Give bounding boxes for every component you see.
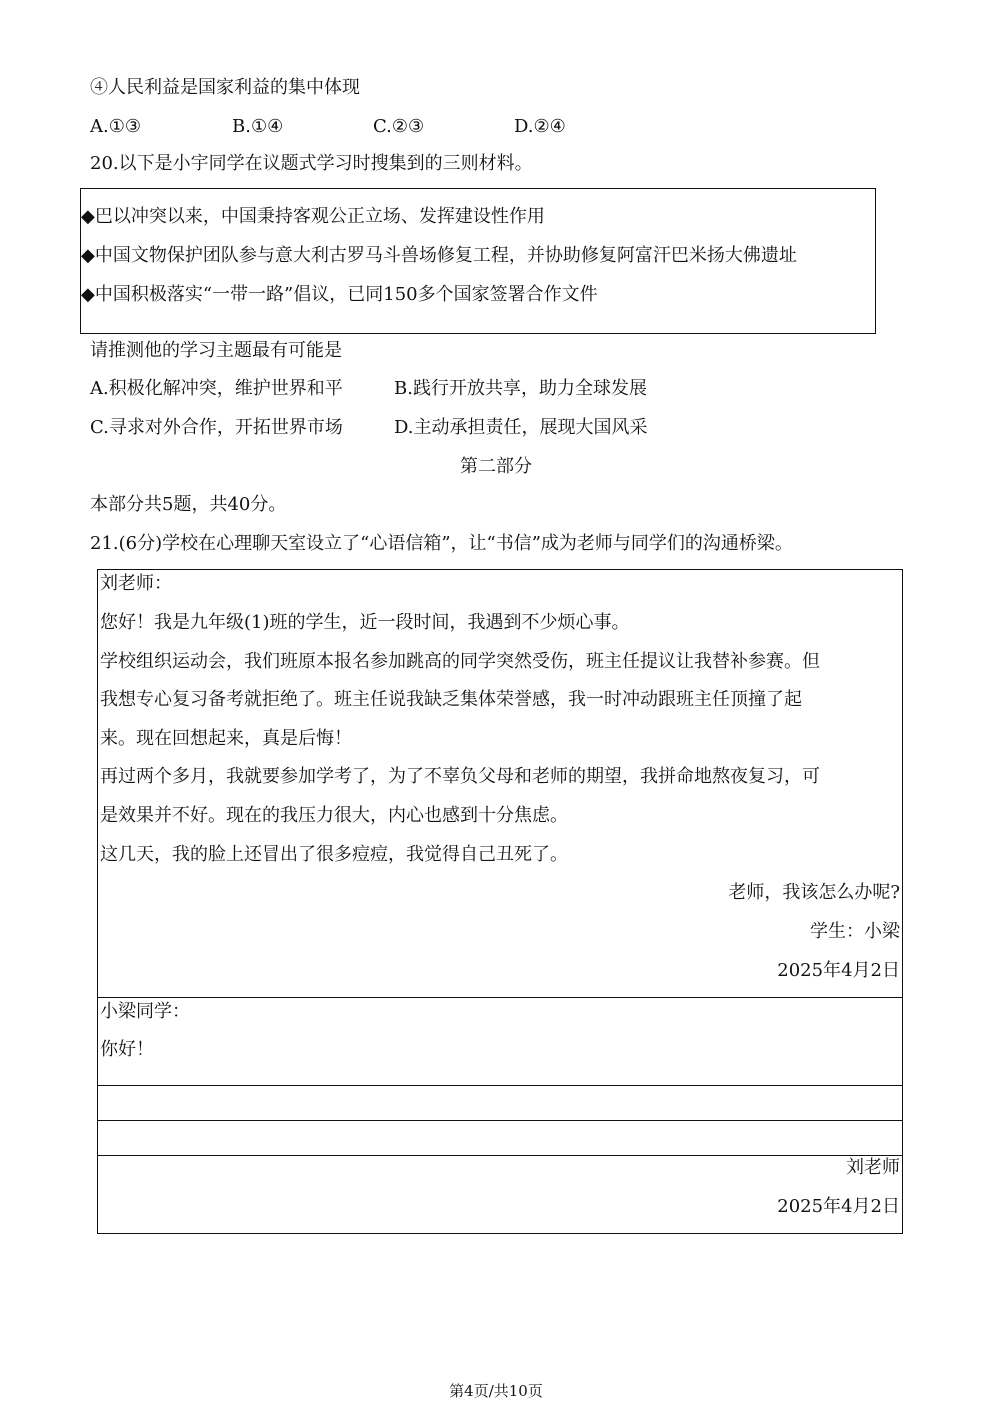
q19-answer-d: D.②④ [514,116,566,137]
q20-material-2: ◆中国文物保护团队参与意大利古罗马斗兽场修复工程，并协助修复阿富汗巴米扬大佛遗址 [81,245,797,266]
letter-greeting: 刘老师： [100,573,172,594]
q19-answer-c: C.②③ [373,116,425,137]
reply-hello: 你好！ [100,1039,154,1060]
q19-option-4: ④人民利益是国家利益的集中体现 [90,77,360,98]
q21-stem: 21.(6分)学校在心理聊天室设立了“心语信箱”，让“书信”成为老师与同学们的沟通桥梁。 [90,533,793,554]
letter-line-6: 是效果并不好。现在的我压力很大，内心也感到十分焦虑。 [100,805,568,826]
q20-material-box [80,188,876,334]
part2-intro: 本部分共5题，共40分。 [90,494,287,515]
q20-option-a: A.积极化解冲突，维护世界和平 [90,378,343,399]
letter-signature: 学生：小梁 [810,921,900,942]
answer-line-2 [98,1120,902,1121]
q20-stem: 20.以下是小宇同学在议题式学习时搜集到的三则材料。 [90,153,533,174]
reply-greeting: 小梁同学： [100,1001,190,1022]
reply-divider [98,997,902,998]
q19-answer-b: B.①④ [232,116,284,137]
q20-option-d: D.主动承担责任，展现大国风采 [394,417,648,438]
letter-line-4: 来。现在回想起来，真是后悔！ [100,728,352,749]
letter-line-3: 我想专心复习备考就拒绝了。班主任说我缺乏集体荣誉感，我一时冲动跟班主任顶撞了起 [100,689,802,710]
answer-line-3 [98,1155,902,1156]
answer-line-1 [98,1085,902,1086]
letter-table [97,569,903,1234]
letter-line-1: 您好！我是九年级(1)班的学生，近一段时间，我遇到不少烦心事。 [100,612,630,633]
q20-option-c: C.寻求对外合作，开拓世界市场 [90,417,343,438]
q20-option-b: B.践行开放共享，助力全球发展 [394,378,647,399]
letter-date: 2025年4月2日 [777,960,900,981]
reply-date: 2025年4月2日 [777,1196,900,1217]
part2-title: 第二部分 [460,456,532,477]
reply-signature: 刘老师 [846,1157,900,1178]
letter-line-2: 学校组织运动会，我们班原本报名参加跳高的同学突然受伤，班主任提议让我替补参赛。但 [100,651,820,672]
letter-closing: 老师，我该怎么办呢? [728,882,900,903]
letter-line-5: 再过两个多月，我就要参加学考了，为了不辜负父母和老师的期望，我拼命地熬夜复习，可 [100,766,820,787]
q20-question: 请推测他的学习主题最有可能是 [90,340,342,361]
q19-answer-a: A.①③ [90,116,141,137]
page-footer: 第4页/共10页 [449,1382,543,1400]
q20-material-1: ◆巴以冲突以来，中国秉持客观公正立场、发挥建设性作用 [81,206,545,227]
q20-material-3: ◆中国积极落实“一带一路”倡议，已同150多个国家签署合作文件 [81,284,598,305]
letter-line-7: 这几天，我的脸上还冒出了很多痘痘，我觉得自己丑死了。 [100,844,568,865]
